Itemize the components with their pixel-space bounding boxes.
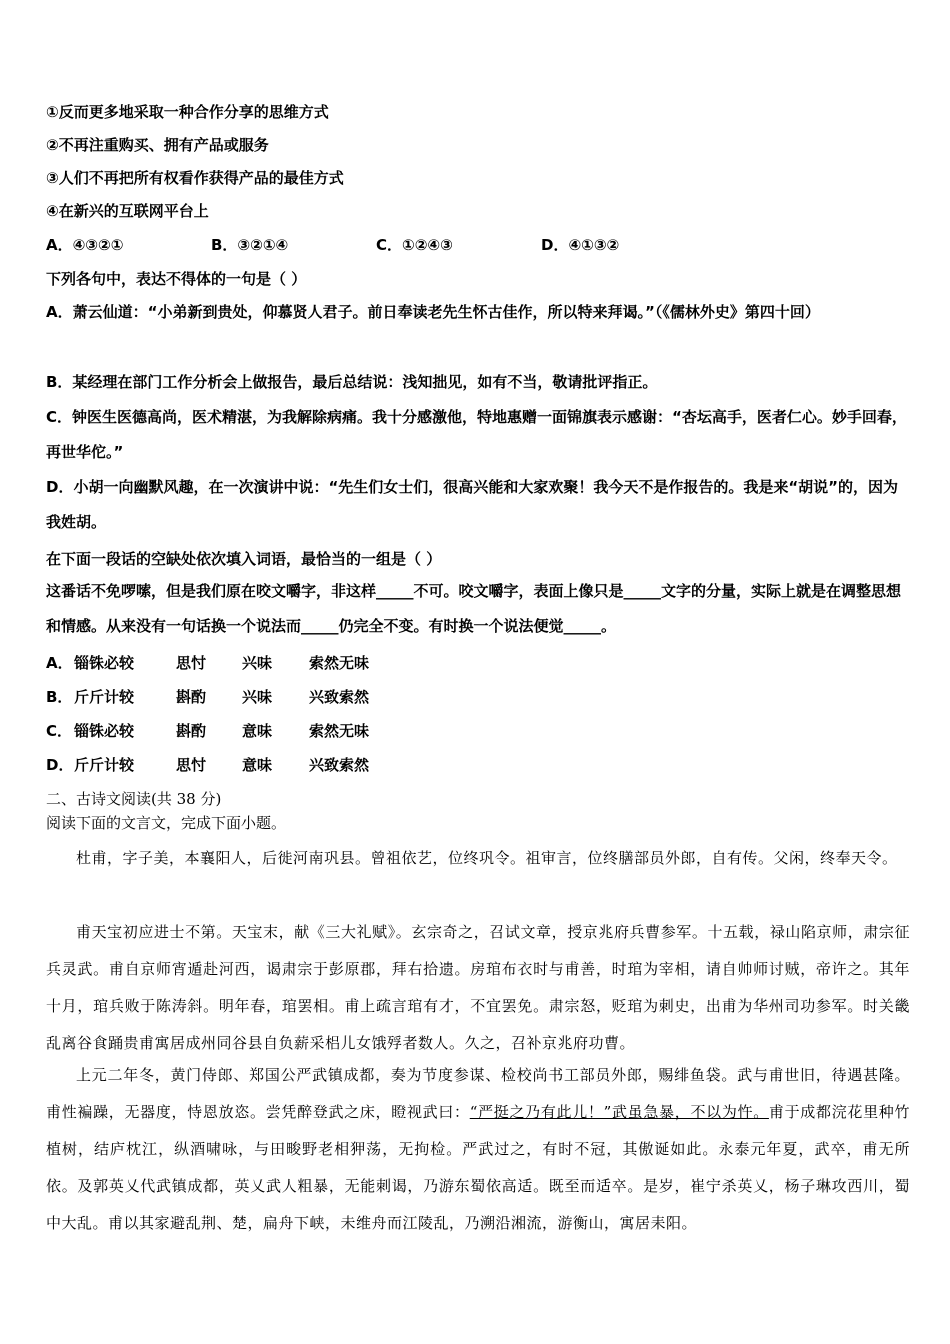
- fill-option-word-1: 锱铢必较: [74, 722, 135, 740]
- fill-option-word-2: 斟酌: [176, 688, 207, 706]
- expression-option-d: D．小胡一向幽默风趣，在一次演讲中说：“先生们女士们，很高兴能和大家欢聚！我今天不是作报告的。我是来“胡说”的，因为我姓胡。: [46, 478, 899, 531]
- fill-question-stem: 在下面一段话的空缺处依次填入词语，最恰当的一组是（ ）: [46, 550, 442, 568]
- fill-option-letter: C．: [46, 722, 73, 740]
- fill-option-word-1: 斤斤计较: [74, 756, 135, 774]
- underlined-sentence: “严挺之乃有此儿！”武虽急暴，不以为忤。: [469, 1103, 769, 1121]
- fill-option-word-3: 意味: [242, 756, 273, 774]
- fill-option-word-1: 锱铢必较: [74, 654, 135, 672]
- fill-option-word-2: 斟酌: [176, 722, 207, 740]
- sentence-item-4: ④在新兴的互联网平台上: [46, 202, 209, 220]
- fill-option-word-1: 斤斤计较: [74, 688, 135, 706]
- paragraph-3-before: 上元二年冬，黄门侍郎、郑国公严武镇成都，奏为节度参谋、检校尚书工部员外郎，赐绯鱼袋。武与甫世旧，待遇甚隆。甫性褊躁，无器度，恃恩放恣。尝凭醉登武之床，瞪视武曰：: [46, 1066, 910, 1121]
- sentence-item-3: ③人们不再把所有权看作获得产品的最佳方式: [46, 169, 344, 187]
- fill-option-word-3: 意味: [242, 722, 273, 740]
- section-heading: 二、古诗文阅读(共 38 分): [46, 790, 222, 808]
- paragraph-3-after: 甫于成都浣花里种竹植树，结庐枕江，纵酒啸咏，与田畯野老相狎荡，无拘检。严武过之，有时不冠，其傲诞如此。永泰元年夏，武卒，甫无所依。及郭英乂代武镇成都，英乂武人粗暴，无能刺谒，乃游东蜀依高适。既至而适卒。是岁，崔宁杀英乂，杨子琳攻西川，蜀中大乱。甫以其家避乱荆、楚，扁舟下峡，未维舟而江陵乱，乃溯沿湘流，游衡山，寓居耒阳。: [46, 1103, 910, 1232]
- fill-option-word-4: 索然无味: [309, 654, 370, 672]
- sentence-item-1: ①反而更多地采取一种合作分享的思维方式: [46, 103, 329, 121]
- expression-option-b: B．某经理在部门工作分析会上做报告，最后总结说：浅知拙见，如有不当，敬请批评指正。: [46, 373, 658, 391]
- fill-option-word-3: 兴味: [242, 688, 273, 706]
- order-option-b: B．③②①④: [211, 236, 289, 254]
- fill-option-word-3: 兴味: [242, 654, 273, 672]
- fill-option-letter: A．: [46, 654, 73, 672]
- classical-paragraph-3: [46, 1057, 910, 1242]
- expression-option-a: A．萧云仙道：“小弟新到贵处，仰慕贤人君子。前日奉读老先生怀古佳作，所以特来拜谒。”（《儒林外史》第四十回）: [46, 303, 820, 321]
- expression-option-c: C．钟医生医德高尚，医术精湛，为我解除病痛。我十分感激他，特地惠赠一面锦旗表示感谢：“杏坛高手，医者仁心。妙手回春，再世华佗。”: [46, 408, 907, 461]
- fill-option-word-2: 思忖: [176, 654, 207, 672]
- sentence-item-2: ②不再注重购买、拥有产品或服务: [46, 136, 269, 154]
- order-option-d: D．④①③②: [541, 236, 620, 254]
- fill-question-passage: 这番话不免啰嗦，但是我们原在咬文嚼字，非这样_____不可。咬文嚼字，表面上像只是_____文字的分量，实际上就是在调整思想和情感。从来没有一句话换一个说法而_____仍完全不变。有时换一个说法便觉_____。: [46, 582, 902, 635]
- fill-option-word-2: 思忖: [176, 756, 207, 774]
- expression-question-stem: 下列各句中，表达不得体的一句是（ ）: [46, 270, 307, 288]
- fill-option-word-4: 兴致索然: [309, 688, 370, 706]
- order-option-c: C．①②④③: [376, 236, 453, 254]
- classical-paragraph-1: 杜甫，字子美，本襄阳人，后徙河南巩县。曾祖依艺，位终巩令。祖审言，位终膳部员外郎，自有传。父闲，终奉天令。: [76, 849, 898, 867]
- fill-option-letter: B．: [46, 688, 73, 706]
- reading-instruction: 阅读下面的文言文，完成下面小题。: [46, 814, 287, 832]
- fill-option-letter: D．: [46, 756, 74, 774]
- classical-paragraph-2: 甫天宝初应进士不第。天宝末，献《三大礼赋》。玄宗奇之，召试文章，授京兆府兵曹参军。十五载，禄山陷京师，肃宗征兵灵武。甫自京师宵遁赴河西，谒肃宗于彭原郡，拜右拾遗。房琯布衣时与甫善，时琯为宰相，请自帅师讨贼，帝许之。其年十月，琯兵败于陈涛斜。明年春，琯罢相。甫上疏言琯有才，不宜罢免。肃宗怒，贬琯为刺史，出甫为华州司功参军。时关畿乱离谷食踊贵甫寓居成州同谷县自负薪采梠儿女饿殍者数人。久之，召补京兆府功曹。: [46, 923, 910, 1052]
- fill-option-word-4: 兴致索然: [309, 756, 370, 774]
- order-option-a: A．④③②①: [46, 236, 124, 254]
- fill-option-word-4: 索然无味: [309, 722, 370, 740]
